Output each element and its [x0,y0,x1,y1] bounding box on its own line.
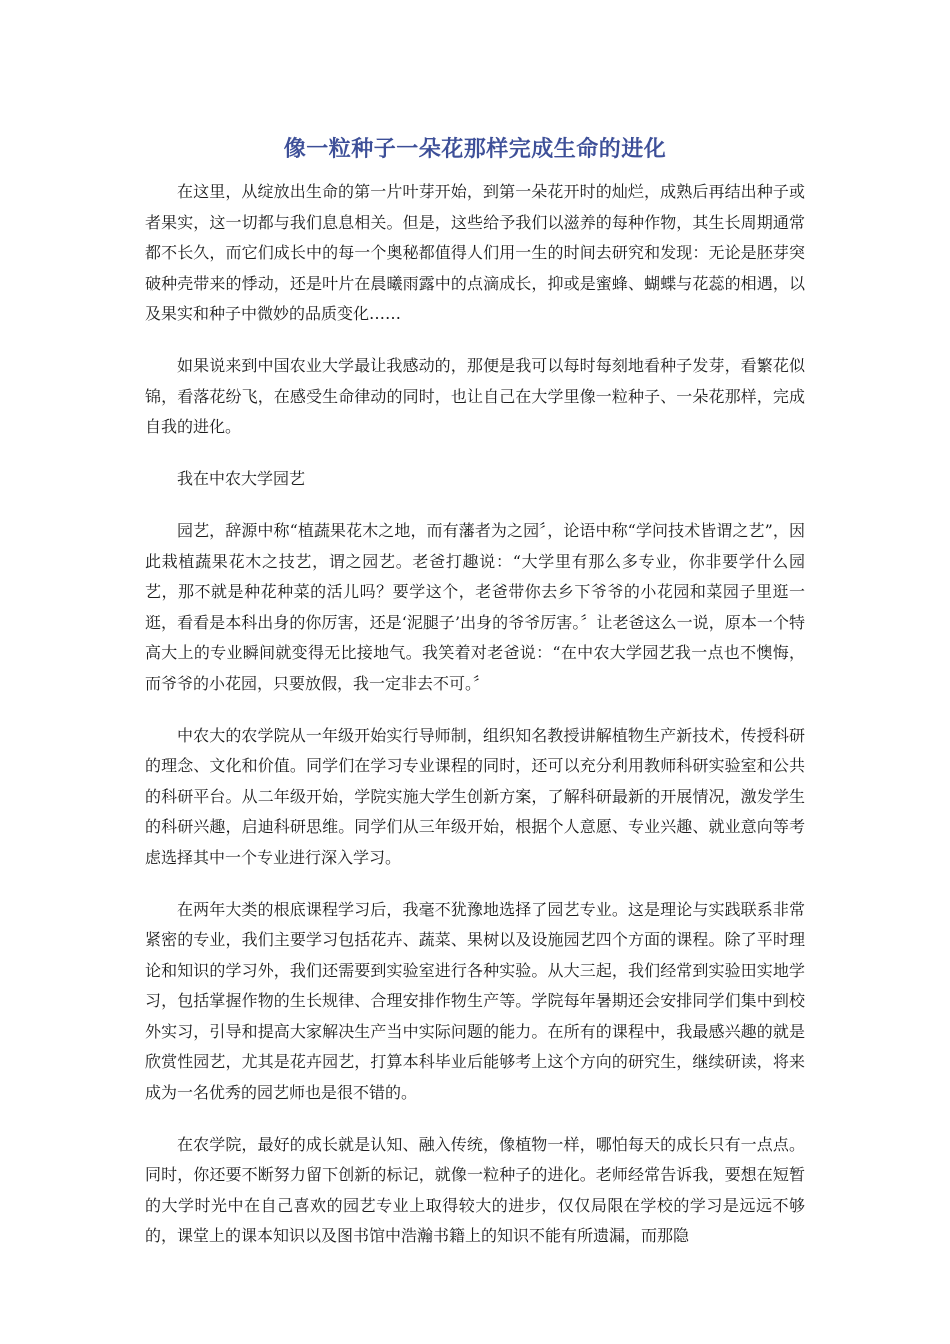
paragraph: 在农学院，最好的成长就是认知、融入传统，像植物一样，哪怕每天的成长只有一点点。同时，你还要不断努力留下创新的标记，就像一粒种子的进化。老师经常告诉我，要想在短暂的大学时光中在自己喜欢的园艺专业上取得较大的进步，仅仅局限在学校的学习是远远不够的，课堂上的课本知识以及图书馆中浩瀚书籍上的知识不能有所遗漏，而那隐 [145,1134,805,1245]
article-body [145,177,805,1273]
page-title: 像一粒种子一朵花那样完成生命的进化 [283,137,667,162]
paragraph: 如果说来到中国农业大学最让我感动的，那便是我可以每时每刻地看种子发芽，看繁花似锦，看落花纷飞，在感受生命律动的同时，也让自己在大学里像一粒种子、一朵花那样，完成自我的进化。 [145,356,805,436]
section-heading: 我在中农大学园艺 [177,469,306,488]
paragraph: 在这里，从绽放出生命的第一片叶芽开始，到第一朵花开时的灿烂，成熟后再结出种子或者果实，这一切都与我们息息相关。但是，这些给予我们以滋养的每种作物，其生长周期通常都不长久，而它们成长中的每一个奥秘都值得人们用一生的时间去研究和发现：无论是胚芽突破种壳带来的悸动，还是叶片在晨曦雨露中的点滴成长，抑或是蜜蜂、蝴蝶与花蕊的相遇，以及果实和种子中微妙的品质变化…… [145,182,805,323]
paragraph: 在两年大类的根底课程学习后，我毫不犹豫地选择了园艺专业。这是理论与实践联系非常紧密的专业，我们主要学习包括花卉、蔬菜、果树以及设施园艺四个方面的课程。除了平时理论和知识的学习外，我们还需要到实验室进行各种实验。从大三起，我们经常到实验田实地学习，包括掌握作物的生长规律、合理安排作物生产等。学院每年暑期还会安排同学们集中到校外实习，引导和提高大家解决生产当中实际问题的能力。在所有的课程中，我最感兴趣的就是欣赏性园艺，尤其是花卉园艺，打算本科毕业后能够考上这个方向的研究生，继续研读，将来成为一名优秀的园艺师也是很不错的。 [145,899,805,1102]
paragraph: 中农大的农学院从一年级开始实行导师制，组织知名教授讲解植物生产新技术，传授科研的理念、文化和价值。同学们在学习专业课程的同时，还可以充分利用教师科研实验室和公共的科研平台。从二年级开始，学院实施大学生创新方案，了解科研最新的开展情况，激发学生的科研兴趣，启迪科研思维。同学们从三年级开始，根据个人意愿、专业兴趣、就业意向等考虑选择其中一个专业进行深入学习。 [145,725,805,867]
paragraph: 园艺，辞源中称“植蔬果花木之地，而有藩者为之园〞，论语中称“学问技术皆谓之艺”，因此栽植蔬果花木之技艺，谓之园艺。老爸打趣说：“大学里有那么多专业，你非要学什么园艺，那不就是种花种菜的活儿吗？要学这个，老爸带你去乡下爷爷的小花园和菜园子里逛一逛，看看是本科出身的你厉害，还是‘泥腿子’出身的爷爷厉害。〞让老爸这么一说，原本一个特高大上的专业瞬间就变得无比接地气。我笑着对老爸说：“在中农大学园艺我一点也不懊悔，而爷爷的小花园，只要放假，我一定非去不可。〞 [145,521,805,693]
